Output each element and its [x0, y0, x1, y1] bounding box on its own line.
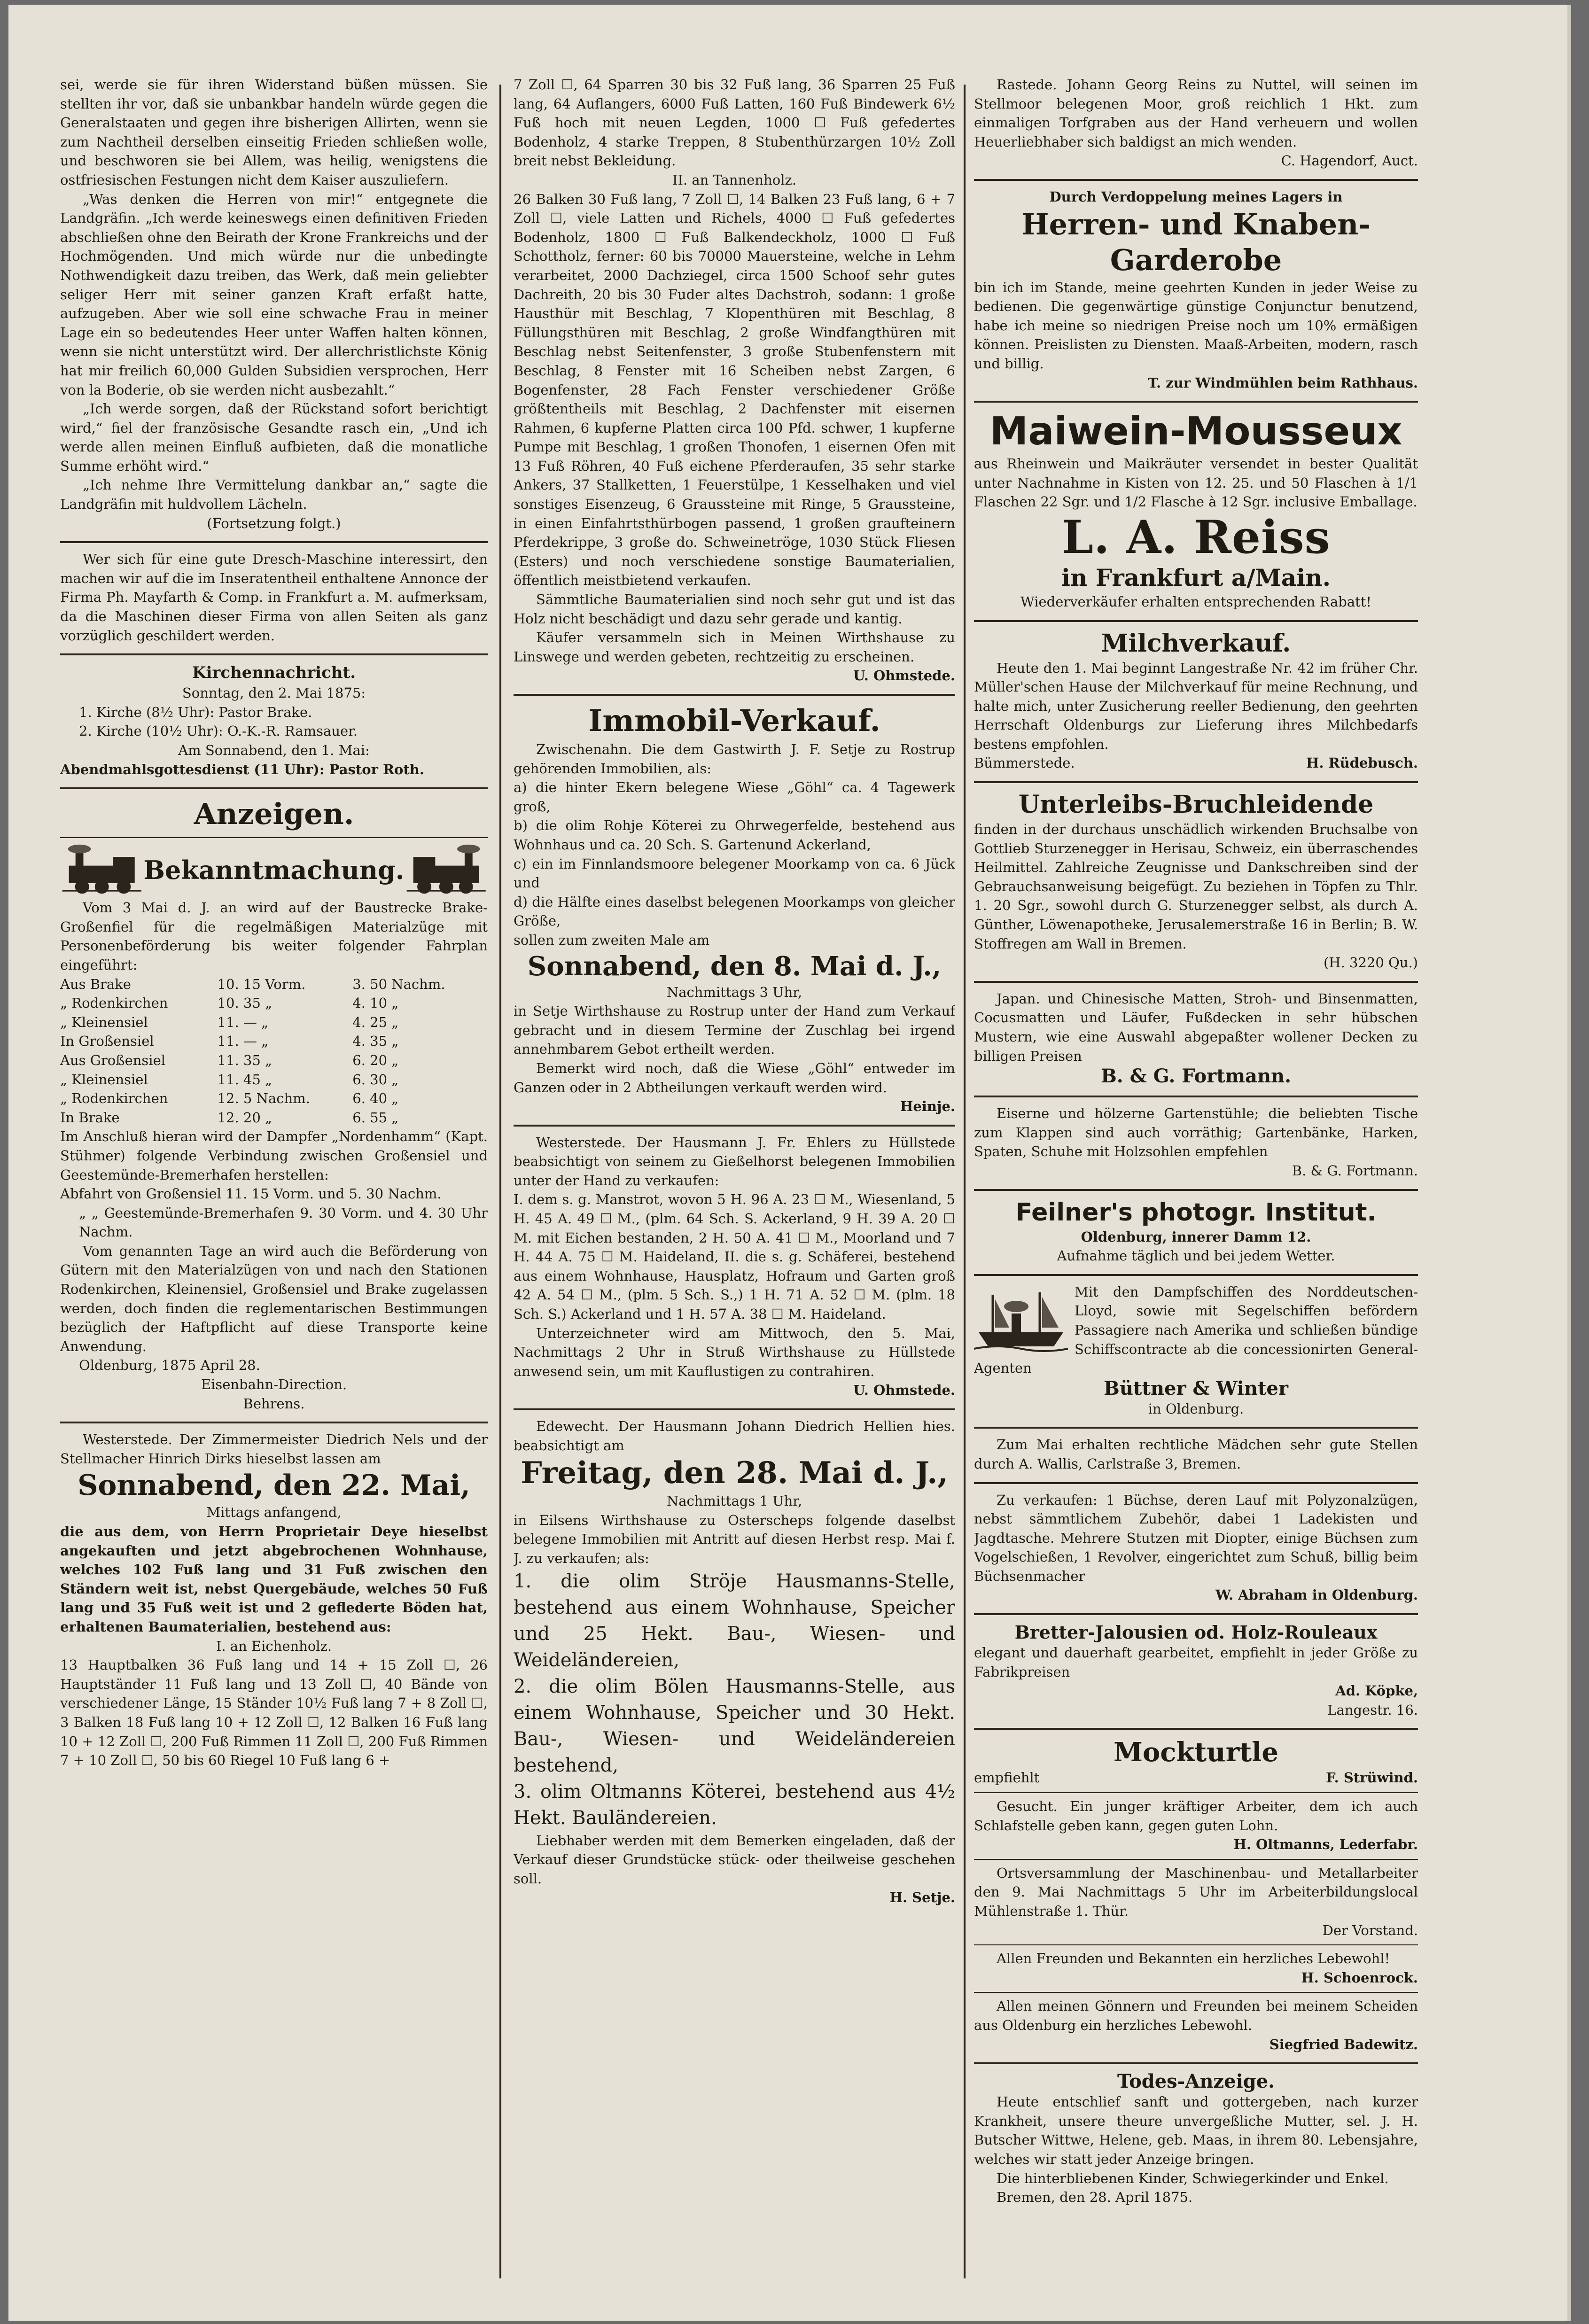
timetable-cell: 3. 50 Nachm. — [352, 976, 445, 992]
divider — [974, 1728, 1418, 1730]
timetable-cell: „ Kleinensiel — [60, 1014, 148, 1030]
signature: H. Oltmanns, Lederfabr. — [1233, 1836, 1418, 1853]
section-subhead: II. an Tannenholz. — [672, 171, 797, 188]
edewecht-item: 3. olim Oltmanns Köterei, bestehend aus 4½ Hekt. Bauländereien. — [514, 1780, 955, 1829]
divider — [60, 787, 488, 789]
timetable-cell: Aus Brake — [60, 976, 131, 992]
timetable-cell: Aus Großensiel — [60, 1052, 166, 1068]
ehlers-items: I. dem s. g. Manstrot, wovon 5 H. 96 A. 23 ☐ M., Wiesenland, 5 H. 45 A. 49 ☐ M., (plm. 64 Sch. S. Ackerland, 9 H. 39 A. 20 ☐ M. mit Eichen bestanden, 2 H. 50 A. 41 ☐ M., Moorland und 7 H. 44 A. 75 ☐ M. Haideland, II. die s. g. Schäferei, bestehend aus einem Wohnhause, Hausplatz, Hofraum und Garten groß 42 A. 54 ☐ M., (plm. 5 Sch. S.,) 1 H. 71 A. 52 ☐ M. (plm. 18 Sch. S.) Ackerland und 1 H. 57 A. 38 ☐ M. Haideland. — [514, 1191, 955, 1322]
locomotive-icon — [405, 842, 488, 898]
timetable-cell: 6. 30 „ — [352, 1071, 399, 1088]
westerstede-meet: Käufer versammeln sich in Meinen Wirthshause zu Linswege und werden gebeten, rechtzeitig zu erscheinen. — [514, 630, 955, 665]
departure-line: „ „ Geestemünde-Bremerhafen 9. 30 Vorm. und 4. 30 Uhr Nachm. — [79, 1205, 488, 1240]
milch-title: Milchverkauf. — [1101, 629, 1291, 658]
westerstede-items: 26 Balken 30 Fuß lang, 7 Zoll ☐, 14 Balken 23 Fuß lang, 6 + 7 Zoll ☐, viele Latten und Richels, 4000 ☐ Fuß gefedertes Bodenholz, 1800 ☐ Fuß Balkendeckholz, 1000 ☐ Fuß Schottholz, ferner: 60 bis 70000 Mauersteine, welche in Lehm verarbeitet, 2000 Dachziegel, circa 1500 Schoof sehr gutes Dachreith, 20 bis 30 Fuder altes Dachstroh, sodann: 1 große Hausthür mit Beschlag, 7 Klopenthüren mit Beschlag, 8 Füllungsthüren mit Beschlag, 2 große Windfangthüren mit Beschlag nebst Seitenfenster, 3 große Stubenfenstern mit Beschlag, 8 Fenster mit 16 Scheiben nebst Zargen, 6 Bogenfenster, 28 Fach Fenster verschiedener Größe größtentheils mit Beschlag, 2 Dachfenster mit eisernen Rahmen, 6 kupferne Platten circa 100 Pfd. schwer, 1 kupferne Pumpe mit Beschlag, 1 großen Thonofen, 1 eisernen Ofen mit 13 Fuß Röhren, 40 Fuß eichene Pferderaufen, 35 sehr starke Ankers, 37 Stallketten, 1 Feuerstülpe, 1 Kesselhaken und viel sonstiges Eisenzeug, 6 Graussteine mit Ringe, 5 Graussteine, in einen Einfahrtsthürbogen passend, 1 großen graufteinern Pferdekrippe, 3 große do. Schweinetröge, 1030 Stück Fliesen (Esters) und noch verschiedene sonstige Baumaterialien, öffentlich meistbietend verkaufen. — [514, 191, 955, 589]
reiss-note: Wiederverkäufer erhalten entsprechenden Rabatt! — [1020, 593, 1372, 610]
maiwein-text: aus Rheinwein und Maikräuter versendet in bester Qualität unter Nachnahme in Kisten von 12. 25. und 50 Flaschen à 1/1 Flaschen 22 Sgr. und 1/2 Flasche à 12 Sgr. inclusive Emballage. — [974, 456, 1418, 510]
divider — [974, 1189, 1418, 1191]
timetable-cell: 6. 55 „ — [352, 1109, 399, 1126]
signature: C. Hagendorf, Auct. — [1281, 153, 1418, 169]
signature: W. Abraham in Oldenburg. — [1215, 1587, 1418, 1603]
kirchen-line: 1. Kirche (8½ Uhr): Pastor Brake. — [79, 704, 312, 720]
mockturtle-label: empfiehlt — [974, 1770, 1040, 1786]
todes-text: Heute entschlief sanft und gottergeben, nach kurzer Krankheit, unsere theure unvergeßliche Mutter, sel. J. H. Butscher Wittwe, Helene, geb. Maas, in ihrem 80. Lebensjahre, welches wir statt jeder Anzeige bringen. — [974, 2094, 1418, 2167]
auction-time: Nachmittags 1 Uhr, — [666, 1493, 802, 1509]
divider — [974, 2062, 1418, 2064]
timetable-cell: In Brake — [60, 1109, 120, 1126]
timetable — [60, 975, 488, 1127]
divider — [514, 1408, 955, 1410]
bretter-text: elegant und dauerhaft gearbeitet, empfiehlt in jeder Größe zu Fabrikpreisen — [974, 1645, 1418, 1680]
story-paragraph: „Was denken die Herren von mir!“ entgegnete die Landgräfin. „Ich werde keineswegs einen definitiven Frieden abschließen ohne den Beirath der Krone Frankreichs und der Hochmögenden. Und mich würde nur die unbedingte Nothwendigkeit dazu treiben, das Werk, daß mein geliebter seliger Herr mit seiner ganzen Kraft erfaßt hatte, aufzugeben. Aber wie soll eine schwache Frau in meiner Lage ein so bedeutendes Heer unter Waffen halten können, wenn sie nicht unterstützt wird. Der allerchristlichste König hat mir freilich 60,000 Gulden Subsidien versprochen, Herr von la Boderie, ob sie werden nicht ausbezahlt.“ — [60, 191, 488, 398]
bruch-code: (H. 3220 Qu.) — [1323, 955, 1418, 971]
divider — [974, 1859, 1418, 1860]
westerstede-items: 13 Hauptbalken 36 Fuß lang und 14 + 15 Zoll ☐, 26 Hauptständer 11 Fuß lang und 13 Zoll ☐, 40 Bände von verschiedener Länge, 15 Ständer 10½ Fuß lang 7 + 8 Zoll ☐, 3 Balken 18 Fuß lang 10 + 12 Zoll ☐, 12 Balken 16 Fuß lang 10 + 12 Zoll ☐, 200 Fuß Rimmen 11 Zoll ☐, 200 Fuß Rimmen 7 + 10 Zoll ☐, 50 bis 60 Riegel 10 Fuß lang 6 + — [60, 1657, 488, 1769]
edewecht-text: in Eilsens Wirthshause zu Osterscheps folgende daselbst belegene Immobilien mit Antritt auf diesen Herbst resp. Mai f. J. zu verkaufen; als: — [514, 1512, 955, 1566]
timetable-cell: 6. 20 „ — [352, 1052, 399, 1068]
garderobe-title: Herren- und Knaben-Garderobe — [1021, 207, 1371, 277]
divider — [974, 1096, 1418, 1097]
todes-family: Die hinterbliebenen Kinder, Schwiegerkinder und Enkel. — [997, 2170, 1389, 2186]
signature: U. Ohmstede. — [853, 668, 955, 684]
westerstede-note: Sämmtliche Baumaterialien sind noch sehr gut und ist das Holz nicht beschädigt und dazu sehr gerade und kantig. — [514, 591, 955, 627]
lloyd-city: in Oldenburg. — [1148, 1400, 1244, 1417]
story-paragraph: sei, werde sie für ihren Widerstand büßen müssen. Sie stellten ihr vor, daß sie unbankbar handeln würde gegen die Generalstaaten und gegen ihre bisherigen Allirten, wenn sie zum Nachtheil derselben einseitig Frieden schließen wolle, und beschworen sie bei Allem, was heilig, wenigstens die ostfriesischen Festungen nicht dem Kaiser auszuliefern. — [60, 77, 488, 188]
divider — [974, 401, 1418, 403]
matten-text: Japan. und Chinesische Matten, Stroh- und Binsenmatten, Cocusmatten und Läufer, Fußdecken in sehr hübschen Mustern, wie eine Auswahl abgepaßter wollener Decken zu billigen Preisen — [974, 990, 1418, 1064]
timetable-cell: 11. — „ — [217, 1033, 269, 1049]
mockturtle-title: Mockturtle — [1113, 1737, 1279, 1768]
tische-text: Eiserne und hölzerne Gartenstühle; die beliebten Tische zum Klappen sind auch vorräthig; Gartenbänke, Harken, Spaten, Schuhe mit Holzsohlen empfehlen — [974, 1105, 1418, 1160]
ehlers-text: Westerstede. Der Hausmann J. Fr. Ehlers zu Hüllstede beabsichtigt von seinem zu Gießelhorst belegenen Immobilien unter der Hand zu verkaufen: — [514, 1134, 955, 1189]
garderobe-text: bin ich im Stande, meine geehrten Kunden in jeder Weise zu bedienen. Die gegenwärtige günstige Conjunctur benutzend, habe ich meine so niedrigen Preise noch um 10% ermäßigen können. Preislisten zu Diensten. Maaß-Arbeiten, modern, rasch und billig. — [974, 279, 1418, 372]
timetable-row — [60, 994, 488, 1013]
divider — [974, 781, 1418, 783]
timetable-cell: „ Rodenkirchen — [60, 1090, 168, 1107]
timetable-cell: 11. 45 „ — [217, 1071, 273, 1088]
auction-date: Sonnabend, den 8. Mai d. J., — [527, 950, 942, 982]
column-3 — [974, 75, 1418, 2278]
milch-text: Heute den 1. Mai beginnt Langestraße Nr. 42 im früher Chr. Müller'schen Hause der Milchverkauf für meine Rechnung, und halte mich, unter Zusicherung reeller Bedienung, den geehrten Herrschaft Oldenburgs zur Lieferung ihres Milchbedarfs bestens empfohlen. — [974, 660, 1418, 752]
story-paragraph: „Ich werde sorgen, daß der Rückstand sofort berichtigt wird,“ fiel der französische Gesandte rasch ein, „Und ich werde allen meinen Einfluß aufbieten, daß die monatliche Summe erhöht wird.“ — [60, 401, 488, 474]
divider — [974, 1274, 1418, 1276]
departure-line: Abfahrt von Großensiel 11. 15 Vorm. und 5. 30 Nachm. — [60, 1186, 442, 1202]
immobil-item: d) die Hälfte eines daselbst belegenen Moorkamps von gleicher Größe, — [514, 894, 955, 929]
westerstede-items: 7 Zoll ☐, 64 Sparren 30 bis 32 Fuß lang, 36 Sparren 25 Fuß lang, 64 Auflangers, 6000 Fuß Latten, 160 Fuß Bindewerk 6½ Fuß hoch mit neuen Legden, 1000 ☐ Fuß gefedertes Bodenholz, 4 starke Treppen, 8 Stubenthürzargen 10½ Zoll breit nebst Bekleidung. — [514, 77, 955, 169]
signature: H. Setje. — [889, 1889, 955, 1906]
divider — [60, 1422, 488, 1423]
signature: Der Vorstand. — [1322, 1922, 1418, 1938]
divider — [974, 1944, 1418, 1945]
rastede-text: Rastede. Johann Georg Reins zu Nuttel, will seinen im Stellmoor belegenen Moor, groß reichlich 1 Hkt. zum einmaligen Torfgraben aus der Hand verheuern und wollen Heuerliebhaber sich baldigst an mich wenden. — [974, 77, 1418, 150]
column-2 — [514, 75, 955, 2278]
signature: Behrens. — [243, 1395, 305, 1412]
continued-note: (Fortsetzung folgt.) — [207, 515, 341, 531]
timetable-cell: 10. 35 „ — [217, 995, 273, 1011]
column-1 — [60, 75, 488, 2278]
feilner-note: Aufnahme täglich und bei jedem Wetter. — [1057, 1248, 1335, 1264]
timetable-row — [60, 1032, 488, 1051]
section-subhead: I. an Eichenholz. — [216, 1638, 332, 1654]
signature: B. & G. Fortmann. — [1292, 1162, 1418, 1179]
reiss-name: L. A. Reiss — [1061, 510, 1331, 564]
divider — [974, 981, 1418, 983]
timetable-cell: 10. 15 Vorm. — [217, 976, 306, 992]
feilner-address: Oldenburg, innerer Damm 12. — [1081, 1228, 1311, 1245]
bretter-title: Bretter-Jalousien od. Holz-Rouleaux — [1014, 1622, 1378, 1643]
bruch-text: finden in der durchaus unschädlich wirkenden Bruchsalbe von Gottlieb Sturzenegger in Herisau, Schweiz, ein überraschendes Heilmittel. Zahlreiche Zeugnisse und Dankschreiben sind der Gebrauchsanweisung beigefügt. Zu beziehen in Töpfen zu Thlr. 1. 20 Sgr., sowohl durch G. Sturzenegger selbst, als durch A. Günther, Löwenapotheke, Jerusalemerstraße 16 in Berlin; B. W. Stoffregen am Wall in Bremen. — [974, 821, 1418, 952]
signature: U. Ohmstede. — [853, 1382, 955, 1399]
steamship-icon — [974, 1285, 1068, 1356]
todes-title: Todes-Anzeige. — [1117, 2070, 1275, 2093]
bekanntmachung-text: Im Anschluß hieran wird der Dampfer „Nordenhamm“ (Kapt. Stühmer) folgende Verbindung zwischen Großensiel und Geestemünde-Bremerhafen herstellen: — [60, 1128, 488, 1183]
signature: F. Strüwind. — [1325, 1770, 1418, 1786]
bekanntmachung-note: Vom genannten Tage an wird auch die Beförderung von Gütern mit den Materialzügen von und nach den Stationen Rodenkirchen, Kleinensiel, Großensiel und Brake zugelassen werden, doch finden die reglementarischen Bestimmungen bezüglich der Haftpflicht auf diese Transporte keine Anwendung. — [60, 1243, 488, 1354]
edewecht-note: Liebhaber werden mit dem Bemerken eingeladen, daß der Verkauf dieser Grundstücke stück- oder theilweise geschehen soll. — [514, 1832, 955, 1887]
timetable-row — [60, 1108, 488, 1127]
gesucht-text: Gesucht. Ein junger kräftiger Arbeiter, dem ich auch Schlafstelle geben kann, gegen guten Lohn. — [974, 1798, 1418, 1834]
immobil-title: Immobil-Verkauf. — [588, 703, 880, 738]
westerstede-intro: Westerstede. Der Zimmermeister Diedrich Nels und der Stellmacher Hinrich Dirks hieselbst lassen am — [60, 1431, 488, 1467]
divider — [60, 653, 488, 655]
divider — [974, 1482, 1418, 1484]
signature: Ad. Köpke, — [1335, 1683, 1418, 1699]
timetable-row — [60, 1051, 488, 1070]
auction-time: Nachmittags 3 Uhr, — [666, 984, 802, 1000]
westerstede-text: die aus dem, von Herrn Proprietair Deye hieselbst angekauften und jetzt abgebrochenen Wohnhause, welches 102 Fuß lang und 31 Fuß zwischen den Ständern weit ist, nebst Quergebäude, welches 50 Fuß lang und 35 Fuß weit ist und 2 geflederte Böden hat, erhaltenen Baumaterialien, bestehend aus: — [60, 1523, 488, 1635]
divider — [974, 620, 1418, 622]
timetable-cell: 6. 40 „ — [352, 1090, 399, 1107]
garderobe-pre: Durch Verdoppelung meines Lagers in — [1049, 188, 1343, 205]
todes-date: Bremen, den 28. April 1875. — [997, 2189, 1193, 2206]
locomotive-icon — [60, 842, 143, 898]
timetable-cell: 4. 10 „ — [352, 995, 399, 1011]
bekanntmachung-header — [60, 842, 488, 898]
edewecht-item: 1. die olim Ströje Hausmanns-Stelle, bestehend aus einem Wohnhause, Speicher und 25 Hekt. Bau-, Wiesen- und Weideländereien, — [514, 1570, 955, 1671]
bekanntmachung-intro: Vom 3 Mai d. J. an wird auf der Baustrecke Brake-Großenfiel für die regelmäßigen Materialzüge mit Personenbeförderung bis weiter folgender Fahrplan eingeführt: — [60, 900, 488, 973]
lloyd-agents: Büttner & Winter — [1104, 1377, 1288, 1399]
auction-time: Mittags anfangend, — [206, 1504, 342, 1521]
ehlers-date: Unterzeichneter wird am Mittwoch, den 5. Mai, Nachmittags 2 Uhr in Struß Wirthshause zu Hüllstede anwesend sein, um mit Kauflustigen zu contrahiren. — [514, 1325, 955, 1379]
immobil-item: b) die olim Rohje Köterei zu Ohrwegerfelde, bestehend aus Wohnhaus und ca. 20 Sch. S. Gartenund Ackerland, — [514, 817, 955, 853]
kirchen-title: Kirchennachricht. — [192, 663, 356, 683]
immobil-intro: Zwischenahn. Die dem Gastwirth J. F. Setje zu Rostrup gehörenden Immobilien, als: — [514, 741, 955, 777]
timetable-cell: 12. 20 „ — [217, 1109, 273, 1126]
story-paragraph: „Ich nehme Ihre Vermittelung dankbar an,“ sagte die Landgräfin mit huldvollem Lächeln. — [60, 477, 488, 513]
column-rule — [499, 85, 501, 2278]
timetable-cell: 12. 5 Nachm. — [217, 1090, 310, 1107]
auction-date: Sonnabend, den 22. Mai, — [78, 1469, 470, 1502]
timetable-cell: 4. 25 „ — [352, 1014, 399, 1030]
timetable-row — [60, 1070, 488, 1089]
signature: Eisenbahn-Direction. — [201, 1376, 347, 1393]
immobil-item: c) ein im Finnlandsmoore belegener Moorkamp von ca. 6 Jück und — [514, 855, 955, 891]
divider — [514, 694, 955, 696]
milch-footer — [974, 754, 1418, 773]
mockturtle-footer — [974, 1768, 1418, 1788]
timetable-cell: In Großensiel — [60, 1033, 154, 1049]
orts-text: Ortsversammlung der Maschinenbau- und Metallarbeiter den 9. Mai Nachmittags 5 Uhr im Arbeiterbildungslocal Mühlenstraße 1. Thür. — [974, 1865, 1418, 1919]
signature: H. Schoenrock. — [1301, 1969, 1418, 1986]
signature: H. Rüdebusch. — [1306, 755, 1418, 771]
divider — [974, 1992, 1418, 1993]
divider — [974, 1427, 1418, 1429]
fortmann-name: B. & G. Fortmann. — [1100, 1065, 1292, 1088]
bruch-title: Unterleibs-Bruchleidende — [1018, 790, 1374, 819]
verkaufen-text: Zu verkaufen: 1 Büchse, deren Lauf mit Polyzonalzügen, nebst sämmtlichem Zubehör, dabei 1 Ladekisten und Jagdtasche. Mehrere Stutzen mit Diopter, einige Büchsen zum Vogelschießen, 1 Revolver, eingerichtet zum Schuß, billig beim Büchsenmacher — [974, 1492, 1418, 1584]
column-rule — [964, 85, 966, 2278]
signature: Siegfried Badewitz. — [1269, 2036, 1418, 2052]
edewecht-intro: Edewecht. Der Hausmann Johann Diedrich Hellien hies. beabsichtigt am — [514, 1418, 955, 1453]
immobil-item: a) die hinter Ekern belegene Wiese „Göhl“ ca. 4 Tagewerk groß, — [514, 779, 955, 815]
farewell-text: Allen Freunden und Bekannten ein herzliches Lebewohl! — [997, 1951, 1390, 1967]
anzeigen-heading: Anzeigen. — [194, 797, 354, 832]
signature: T. zur Windmühlen beim Rathhaus. — [1148, 374, 1418, 391]
signature: Heinje. — [900, 1098, 955, 1115]
kirchen-line: 2. Kirche (10½ Uhr): O.-K.-R. Ramsauer. — [79, 723, 358, 739]
auction-date: Freitag, den 28. Mai d. J., — [521, 1455, 948, 1491]
divider — [514, 1125, 955, 1127]
lloyd-text: Mit den Dampfschiffen des Norddeutschen-Lloyd, sowie mit Segelschiffen befördern Passagiere nach Amerika und schließen bündige Schiffscontracte ab die concessionirten General-Agenten — [974, 1283, 1418, 1376]
divider — [60, 837, 488, 838]
reiss-city: in Frankfurt a/Main. — [1061, 563, 1331, 591]
milch-place: Bümmerstede. — [974, 755, 1075, 771]
bekanntmachung-title: Bekanntmachung. — [143, 855, 405, 886]
divider — [974, 179, 1418, 181]
feilner-title: Feilner's photogr. Institut. — [1015, 1198, 1377, 1227]
timetable-cell: 11. — „ — [217, 1014, 269, 1030]
divider — [60, 541, 488, 543]
place-date: Oldenburg, 1875 April 28. — [79, 1357, 260, 1374]
divider — [974, 1792, 1418, 1793]
immobil-text: in Setje Wirthshause zu Rostrup unter der Hand zum Verkauf gebracht und in diesem Termine der Zuschlag bei irgend annehmbarem Gebot ertheilt werden. — [514, 1003, 955, 1057]
dresch-notice: Wer sich für eine gute Dresch-Maschine interessirt, den machen wir auf die im Inseratentheil enthaltene Annonce der Firma Ph. Mayfarth & Comp. in Frankfurt a. M. aufmerksam, da die Maschinen dieser Firma von allen Seiten als ganz vorzüglich geschildert werden. — [60, 551, 488, 644]
kirchen-line: Abendmahlsgottesdienst (11 Uhr): Pastor Roth. — [60, 761, 424, 777]
divider — [974, 1613, 1418, 1615]
timetable-cell: 4. 35 „ — [352, 1033, 399, 1049]
timetable-row — [60, 975, 488, 994]
wallis-text: Zum Mai erhalten rechtliche Mädchen sehr gute Stellen durch A. Wallis, Carlstraße 3, Bremen. — [974, 1437, 1418, 1472]
bretter-address: Langestr. 16. — [1327, 1702, 1418, 1718]
immobil-note: Bemerkt wird noch, daß die Wiese „Göhl“ entweder im Ganzen oder in 2 Abtheilungen verkauft werden wird. — [514, 1060, 955, 1096]
timetable-cell: „ Kleinensiel — [60, 1071, 148, 1088]
maiwein-title: Maiwein-Mousseux — [989, 409, 1402, 454]
timetable-cell: 11. 35 „ — [217, 1052, 273, 1068]
timetable-cell: „ Rodenkirchen — [60, 995, 168, 1011]
kirchen-date: Sonntag, den 2. Mai 1875: — [182, 685, 366, 701]
timetable-row — [60, 1089, 488, 1108]
immobil-sell: sollen zum zweiten Male am — [514, 932, 710, 948]
timetable-row — [60, 1013, 488, 1032]
kirchen-line: Am Sonnabend, den 1. Mai: — [178, 742, 370, 758]
farewell-text: Allen meinen Gönnern und Freunden bei meinem Scheiden aus Oldenburg ein herzliches Lebewohl. — [974, 1998, 1418, 2033]
edewecht-item: 2. die olim Bölen Hausmanns-Stelle, aus einem Wohnhause, Speicher und 30 Hekt. Bau-, Wiesen- und Weideländereien bestehend, — [514, 1675, 955, 1776]
newspaper-page — [8, 5, 1567, 2321]
